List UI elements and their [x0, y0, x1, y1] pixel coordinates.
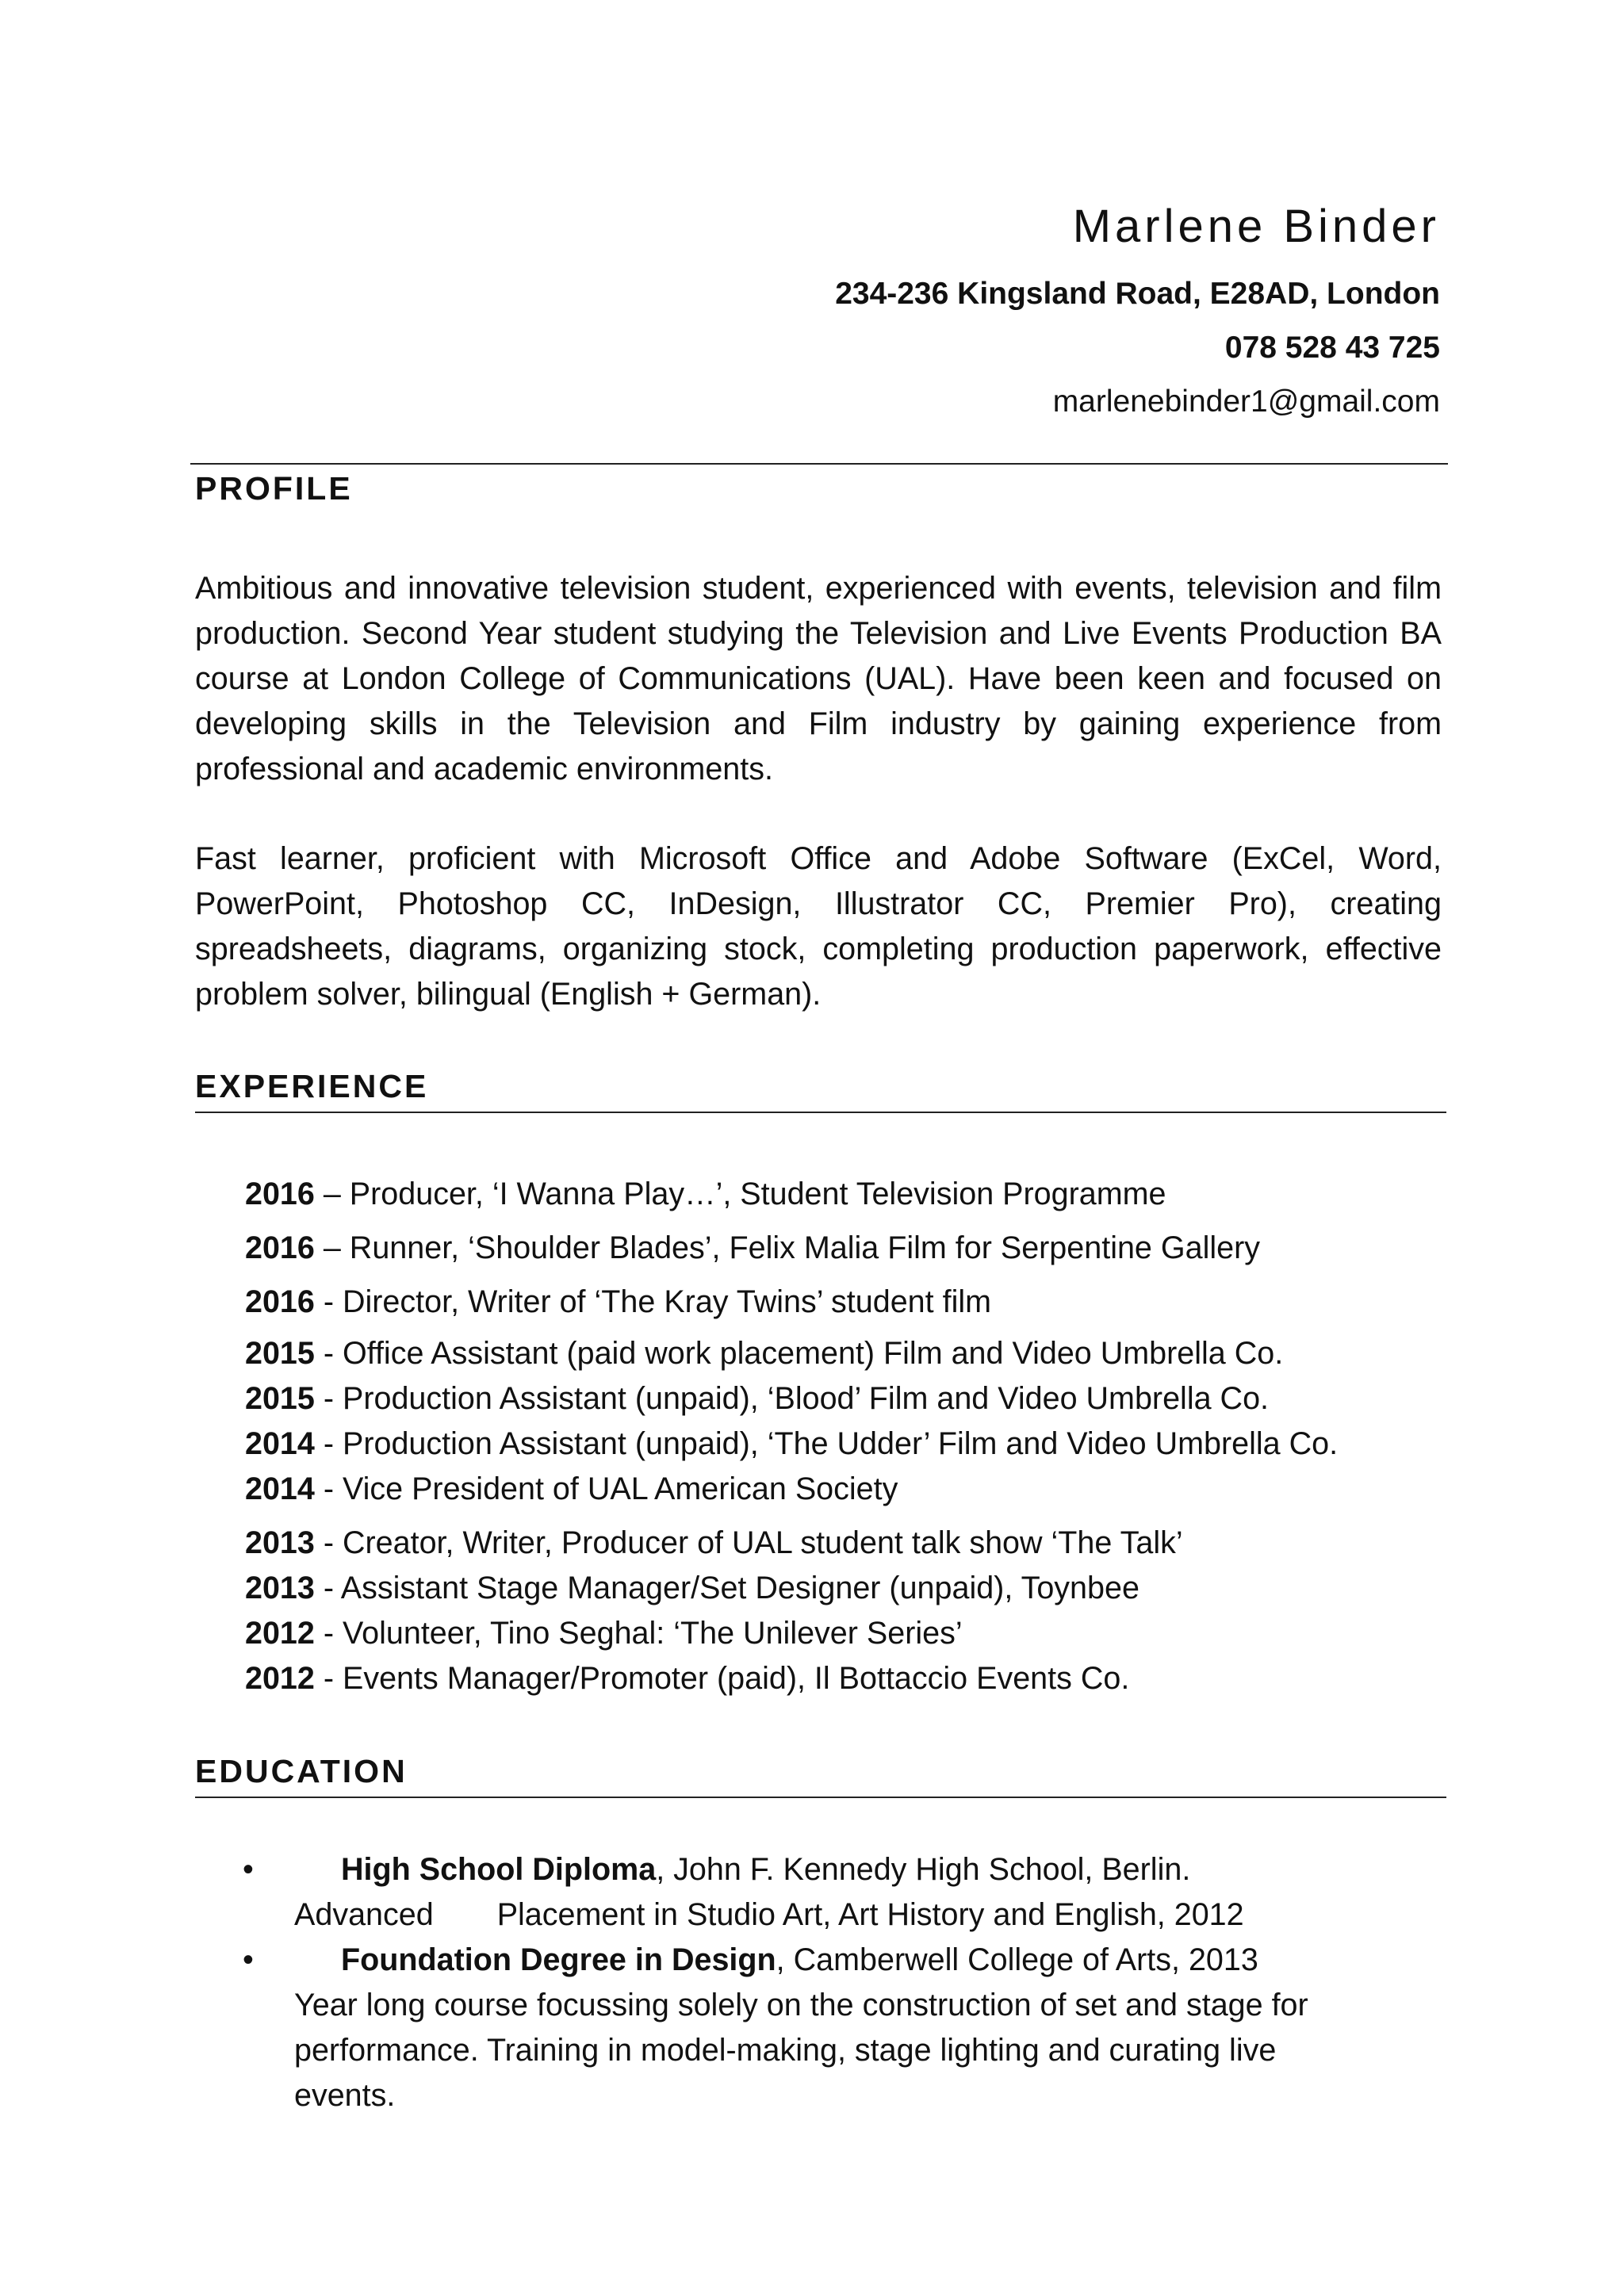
education-heading: EDUCATION	[195, 1747, 1446, 1798]
experience-text: - Production Assistant (unpaid), ‘Blood’ Film and Video Umbrella Co.	[314, 1381, 1270, 1416]
education-headline	[243, 1938, 1400, 1983]
education-detail-part: Placement in Studio Art, Art History and English, 2012	[496, 1897, 1244, 1932]
experience-item	[245, 1275, 1338, 1329]
education-detail-part: Advanced	[294, 1897, 434, 1932]
education-detail: events.	[294, 2078, 396, 2113]
experience-text: - Director, Writer of ‘The Kray Twins’ student film	[314, 1284, 992, 1319]
education-title: Foundation Degree in Design	[341, 1942, 776, 1977]
experience-text: - Vice President of UAL American Society	[314, 1471, 898, 1506]
experience-item	[245, 1656, 1338, 1701]
experience-text: - Events Manager/Promoter (paid), Il Bottaccio Events Co.	[314, 1661, 1130, 1696]
experience-item	[245, 1521, 1338, 1566]
experience-text: - Office Assistant (paid work placement) Film and Video Umbrella Co.	[314, 1336, 1284, 1371]
experience-year: 2016	[245, 1230, 315, 1265]
profile-heading: PROFILE	[195, 470, 353, 507]
experience-item	[245, 1566, 1338, 1611]
education-detail	[294, 1892, 1400, 1938]
experience-item	[245, 1422, 1338, 1467]
experience-year: 2014	[245, 1426, 315, 1461]
phone-number: 078 528 43 725	[1224, 331, 1440, 365]
experience-year: 2013	[245, 1525, 315, 1560]
experience-text: – Runner, ‘Shoulder Blades’, Felix Malia Film for Serpentine Gallery	[314, 1230, 1260, 1265]
experience-item	[245, 1611, 1338, 1656]
profile-paragraph-1: Ambitious and innovative television student, experienced with events, television and film production. Second Year student studying the Television and Live Events Production BA course at London College of Communications (UAL). Have been keen and focused on developing skills in the Television and Film industry by gaining experience from professional and academic environments.	[195, 571, 1442, 786]
experience-text: - Production Assistant (unpaid), ‘The Udder’ Film and Video Umbrella Co.	[314, 1426, 1339, 1461]
experience-year: 2012	[245, 1661, 315, 1696]
education-headline	[243, 1847, 1400, 1892]
education-item	[243, 1938, 1400, 2118]
contact-header	[835, 194, 1440, 429]
address: 234-236 Kingsland Road, E28AD, London	[835, 277, 1440, 311]
bullet-icon: •	[243, 1942, 254, 1977]
experience-item	[245, 1331, 1338, 1376]
experience-year: 2014	[245, 1471, 315, 1506]
education-detail: Year long course focussing solely on the construction of set and stage for	[294, 1988, 1308, 2022]
education-title: High School Diploma	[341, 1852, 657, 1887]
experience-item	[245, 1376, 1338, 1422]
experience-item	[245, 1221, 1338, 1275]
education-item	[243, 1847, 1400, 1938]
education-detail: performance. Training in model-making, stage lighting and curating live	[294, 2033, 1277, 2068]
bullet-icon: •	[243, 1852, 254, 1887]
person-name: Marlene Binder	[1072, 201, 1440, 252]
experience-heading: EXPERIENCE	[195, 1062, 1446, 1113]
experience-list	[245, 1167, 1338, 1701]
experience-year: 2016	[245, 1284, 315, 1319]
email-address: marlenebinder1@gmail.com	[1052, 385, 1440, 419]
experience-year: 2015	[245, 1336, 315, 1371]
experience-text: - Assistant Stage Manager/Set Designer (unpaid), Toynbee	[314, 1571, 1139, 1605]
education-institution: , Camberwell College of Arts, 2013	[776, 1942, 1258, 1977]
experience-text: – Producer, ‘I Wanna Play…’, Student Television Programme	[314, 1177, 1166, 1211]
experience-text: - Volunteer, Tino Seghal: ‘The Unilever Series’	[314, 1616, 963, 1651]
experience-year: 2016	[245, 1177, 315, 1211]
experience-item	[245, 1167, 1338, 1221]
experience-year: 2013	[245, 1571, 315, 1605]
profile-paragraph-2: Fast learner, proficient with Microsoft Office and Adobe Software (ExCel, Word, PowerPoint, Photoshop CC, InDesign, Illustrator CC, Premier Pro), creating spreadsheets, diagrams, organizing stock, completing production paperwork, effective problem solver, bilingual (English + German).	[195, 841, 1442, 1012]
experience-year: 2012	[245, 1616, 315, 1651]
education-list	[243, 1847, 1400, 2118]
education-institution: , John F. Kennedy High School, Berlin.	[656, 1852, 1191, 1887]
experience-year: 2015	[245, 1381, 315, 1416]
experience-item	[245, 1467, 1338, 1521]
experience-text: - Creator, Writer, Producer of UAL student talk show ‘The Talk’	[314, 1525, 1183, 1560]
